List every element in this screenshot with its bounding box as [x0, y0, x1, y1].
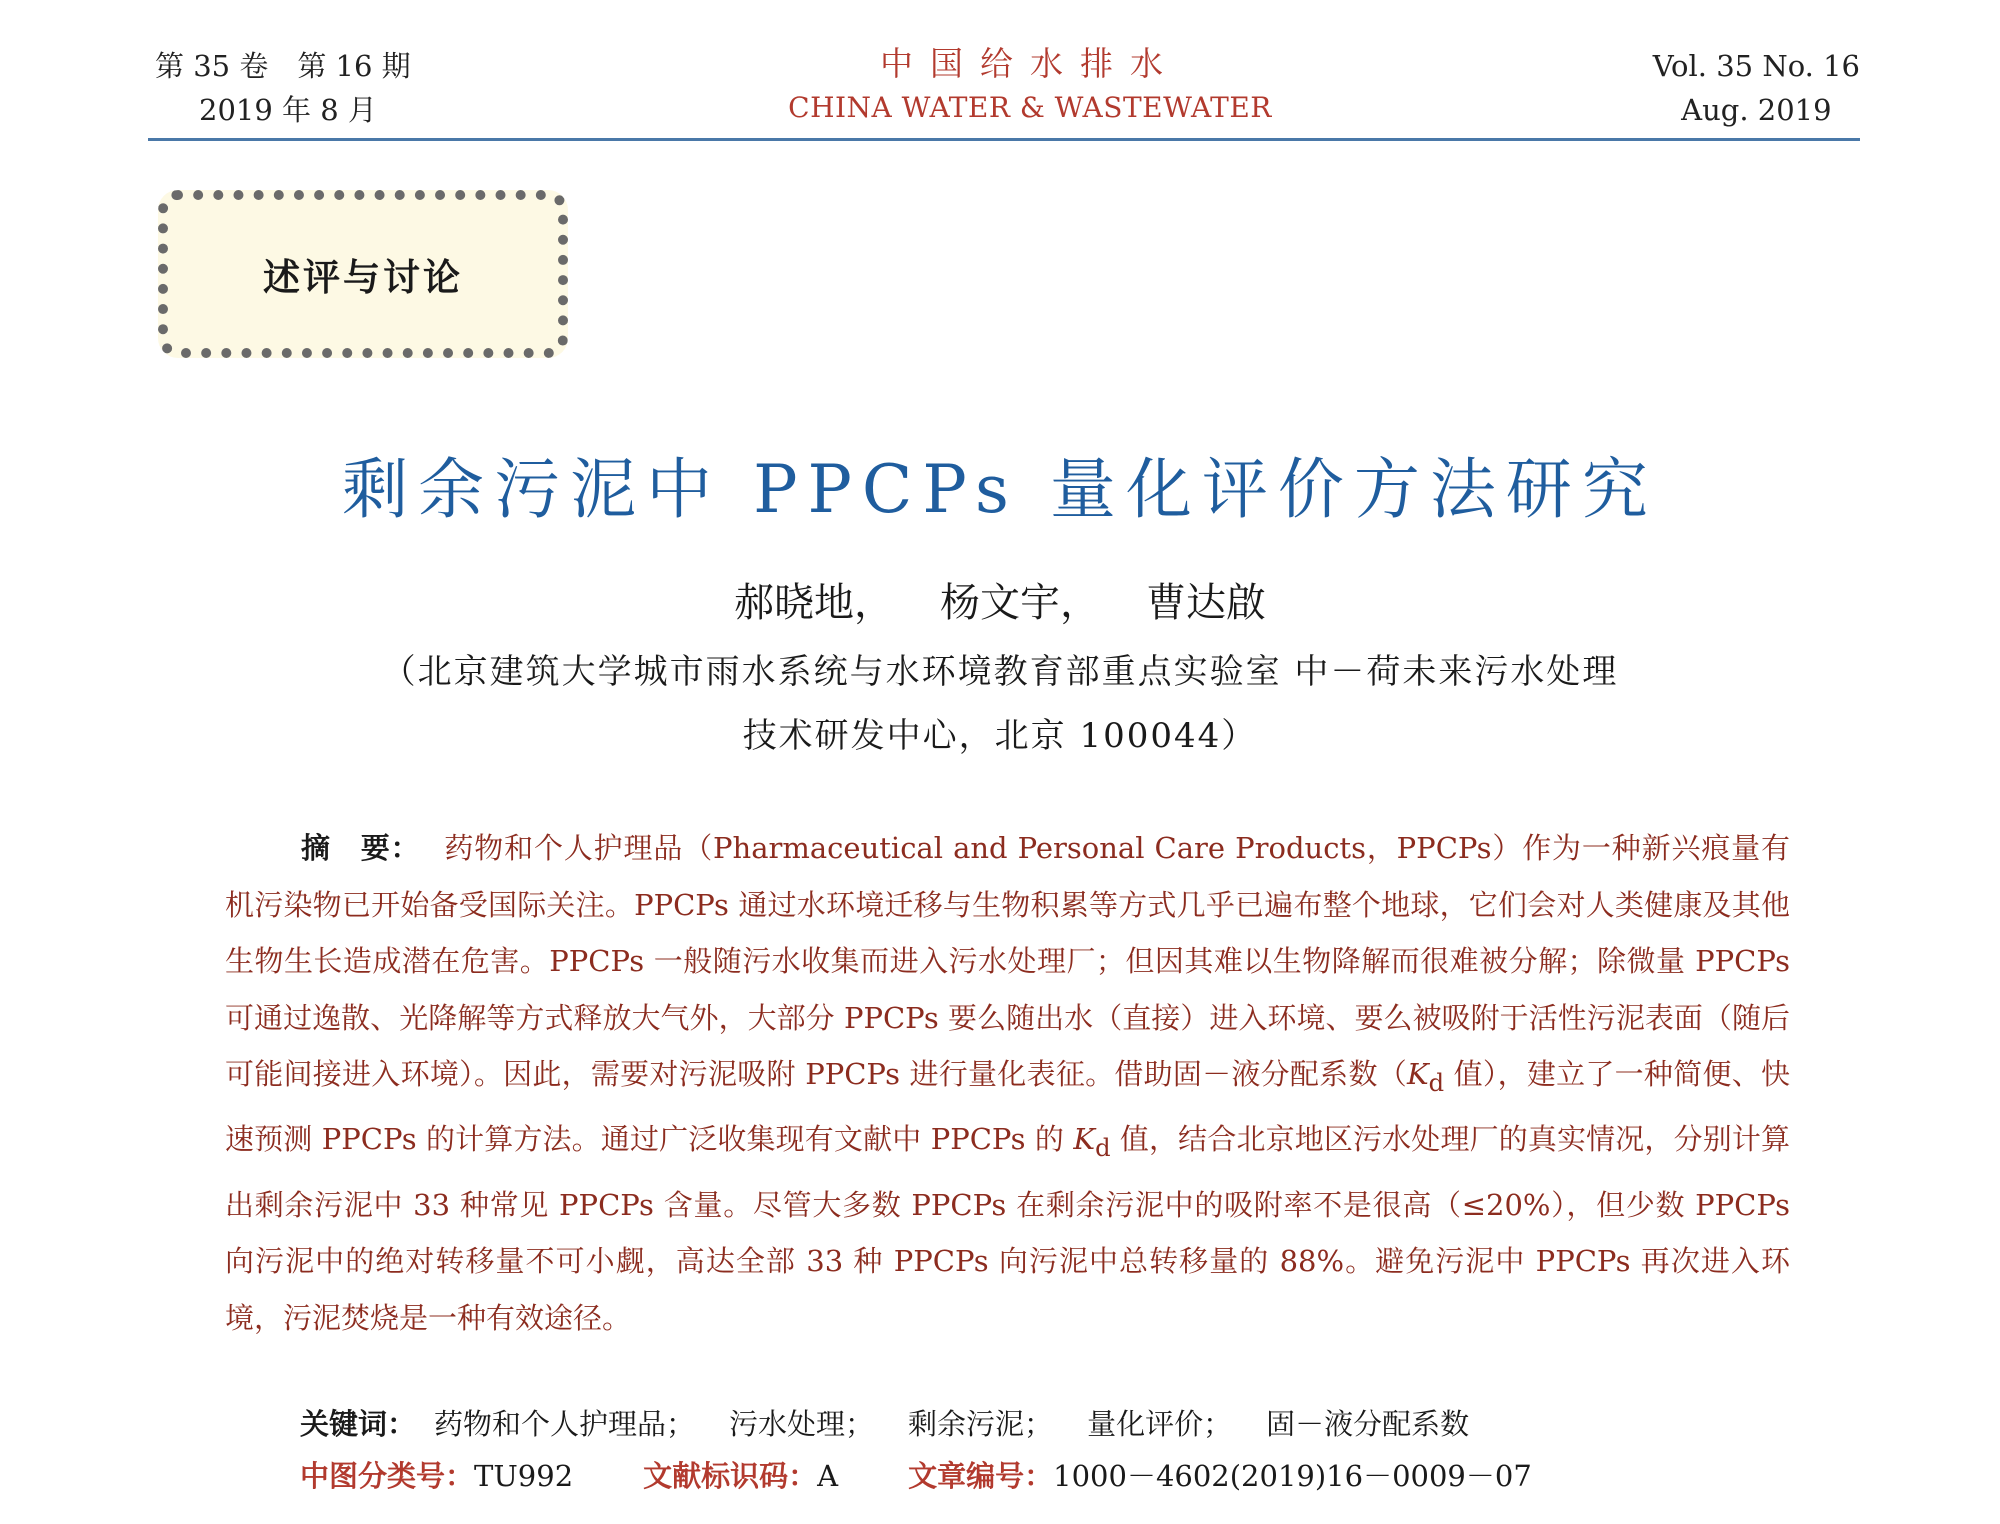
- kd-symbol: K: [1406, 1057, 1429, 1091]
- abstract-text-3: 值，结合北京地区污水处理厂的真实情况，分别计算出剩余污泥中 33 种常见 PPCPs 含量。尽管大多数 PPCPs 在剩余污泥中的吸附率不是很高（≤20%），但少数 PPCPs 向污泥中的绝对转移量不可小觑，高达全部 33 种 PPCPs 向污泥中总转移量的 88%。避免污泥中 PPCPs 再次进入环境，污泥焚烧是一种有效途径。: [225, 1122, 1790, 1335]
- volume-issue-en: Vol. 35 No. 16: [1652, 49, 1860, 83]
- doc-code-label: 文献标识码：: [643, 1459, 818, 1493]
- article-no-label: 文章编号：: [908, 1459, 1054, 1493]
- keywords-label: 关键词：: [300, 1407, 417, 1441]
- author-3: 曹达啟: [1146, 580, 1266, 626]
- keyword: 剩余污泥；: [908, 1407, 1054, 1441]
- issue-info-en: [1653, 44, 1860, 132]
- doc-code-value: A: [817, 1459, 839, 1493]
- clc-value: TU992: [474, 1459, 574, 1493]
- author-1: 郝晓地，: [734, 580, 894, 626]
- issue-date-en: Aug. 2019: [1681, 93, 1832, 127]
- header-rule: [148, 138, 1860, 141]
- author-2: 杨文宇，: [940, 580, 1100, 626]
- abstract-text-1: 药物和个人护理品（Pharmaceutical and Personal Care Products，PPCPs）作为一种新兴痕量有机污染物已开始备受国际关注。PPCPs 通过水环境迁移与生物积累等方式几乎已遍布整个地球，它们会对人类健康及其他生物生长造成潜在危害。PPCPs 一般随污水收集而进入污水处理厂；但因其难以生物降解而很难被分解；除微量 PPCPs 可通过逸散、光降解等方式释放大气外，大部分 PPCPs 要么随出水（直接）进入环境、要么被吸附于活性污泥表面（随后可能间接进入环境）。因此，需要对污泥吸附 PPCPs 进行量化表征。借助固－液分配系数（: [225, 831, 1790, 1091]
- keyword: 固－液分配系数: [1266, 1407, 1470, 1441]
- issue-date: 2019 年 8 月: [199, 93, 377, 127]
- author-list: [0, 575, 2000, 631]
- journal-name: [700, 40, 1360, 128]
- paper-title: 剩余污泥中 PPCPs 量化评价方法研究: [342, 451, 1658, 528]
- classification-line: [300, 1450, 1850, 1502]
- clc-label: 中图分类号：: [300, 1459, 475, 1493]
- keywords: [300, 1400, 1800, 1448]
- kd-subscript: d: [1095, 1134, 1111, 1163]
- affiliation-line-2: 技术研发中心，北京 100044）: [742, 716, 1258, 756]
- column-label-box: [158, 190, 568, 358]
- column-label: 述评与讨论: [263, 256, 463, 299]
- issue-info: [155, 44, 411, 132]
- keyword: 量化评价；: [1087, 1407, 1233, 1441]
- keyword: 药物和个人护理品；: [434, 1407, 696, 1441]
- abstract-label: 摘 要：: [301, 831, 421, 865]
- kd-symbol: K: [1073, 1122, 1096, 1157]
- kd-subscript: d: [1428, 1068, 1445, 1097]
- abstract-text-2: 值），建立了一种简便、快速预测 PPCPs 的计算方法。通过广泛收集现有文献中 PPCPs 的: [225, 1057, 1790, 1157]
- journal-name-cn: 中国给水排水: [880, 44, 1180, 83]
- journal-name-en: CHINA WATER & WASTEWATER: [788, 91, 1272, 124]
- affiliation: [0, 640, 2000, 768]
- keyword: 污水处理；: [729, 1407, 875, 1441]
- volume-issue: 第 35 卷 第 16 期: [155, 49, 411, 83]
- abstract: [225, 820, 1790, 1346]
- affiliation-line-1: （北京建筑大学城市雨水系统与水环境教育部重点实验室 中－荷未来污水处理: [381, 652, 1619, 692]
- article-no-value: 1000－4602(2019)16－0009－07: [1053, 1459, 1532, 1493]
